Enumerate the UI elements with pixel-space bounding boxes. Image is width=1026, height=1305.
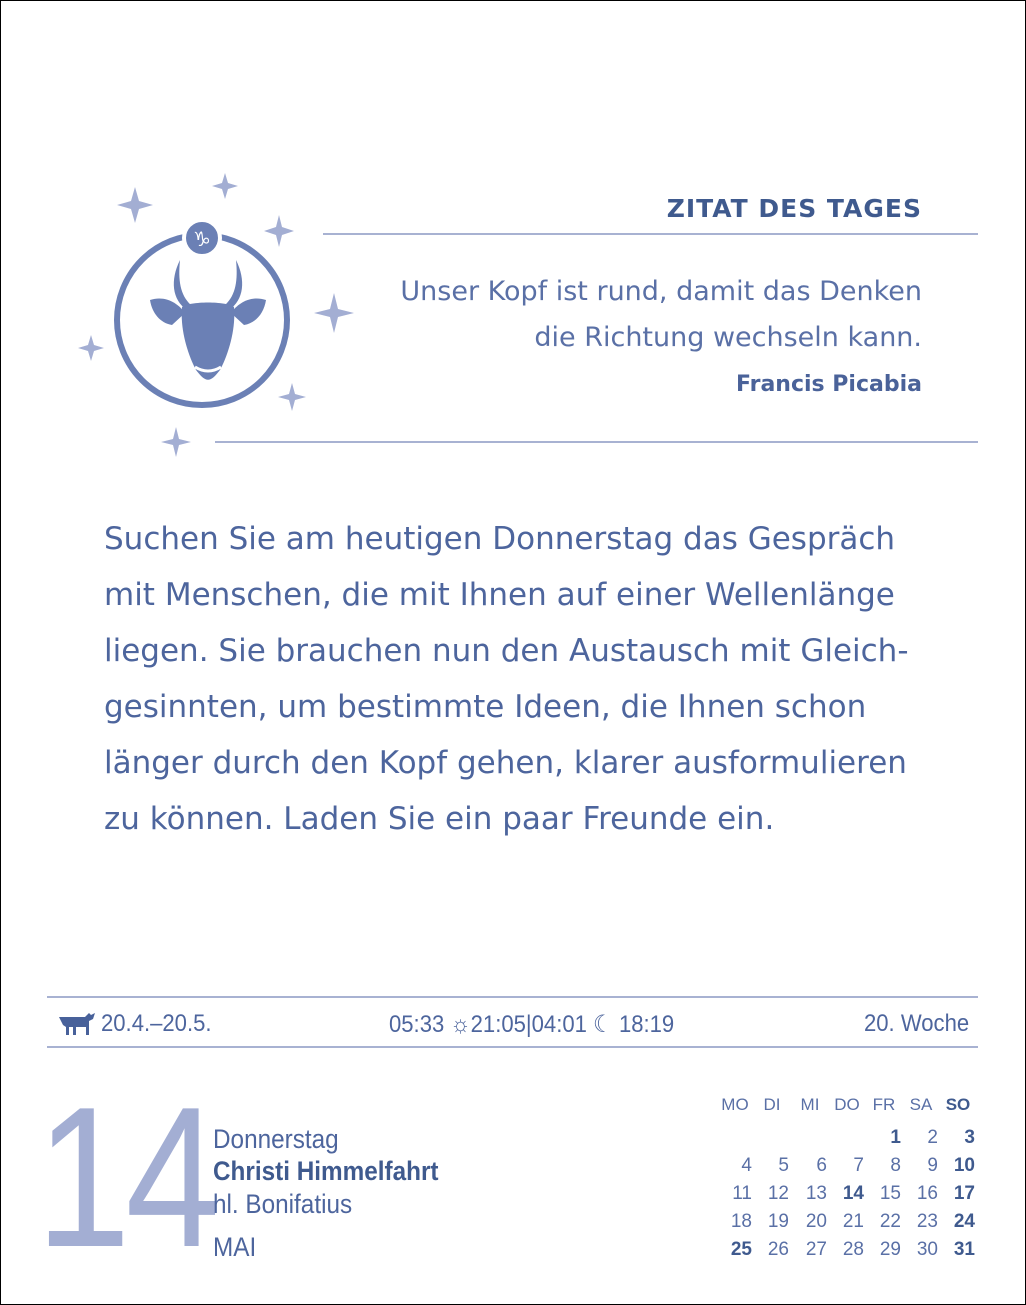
calendar-day: 19 [767, 1211, 789, 1232]
sunrise-time: 05:33 [389, 1011, 445, 1038]
weekday-header: MI [800, 1095, 820, 1114]
weekday: Donnerstag [213, 1124, 339, 1154]
holiday: Christi Himmelfahrt [213, 1156, 439, 1186]
calendar-day: 15 [879, 1183, 901, 1204]
quote-author: Francis Picabia [735, 372, 922, 397]
calendar-day: 17 [953, 1183, 975, 1204]
calendar-day: 14 [842, 1183, 864, 1204]
calendar-day: 23 [916, 1211, 938, 1232]
calendar-day: 6 [816, 1155, 827, 1176]
divider [215, 441, 978, 443]
calendar-day: 29 [879, 1239, 901, 1260]
zodiac-date-range: 20.4.–20.5. [101, 1010, 212, 1037]
calendar-day: 3 [964, 1127, 975, 1148]
weekday-header: SA [909, 1095, 933, 1114]
calendar-day: 30 [916, 1239, 938, 1260]
text-line: gesinnten, um bestimmte Ideen, die Ihnen schon [104, 689, 867, 725]
calendar-day: 13 [805, 1183, 827, 1204]
calendar-day: 16 [916, 1183, 938, 1204]
calendar-day: 22 [879, 1211, 901, 1232]
calendar-day: 27 [805, 1239, 827, 1260]
calendar-day: 11 [732, 1183, 752, 1204]
horoscope-text [104, 511, 924, 847]
calendar-day: 5 [778, 1155, 789, 1176]
text-line: liegen. Sie brauchen nun den Austausch mit Gleich- [104, 633, 909, 669]
taurus-bull-icon [57, 1011, 97, 1037]
quote-line: Unser Kopf ist rund, damit das Denken [400, 276, 922, 307]
calendar-day: 25 [730, 1239, 752, 1260]
day-number: 14 [36, 1066, 215, 1289]
svg-text:♑: ♑ [193, 227, 211, 251]
calendar-day: 31 [953, 1239, 975, 1260]
calendar-day: 20 [805, 1211, 827, 1232]
calendar-day: 28 [842, 1239, 864, 1260]
text-line: mit Menschen, die mit Ihnen auf einer Wellenlänge [104, 577, 895, 613]
calendar-day: 18 [730, 1211, 752, 1232]
quote-line: die Richtung wechseln kann. [534, 322, 922, 353]
saint-day: hl. Bonifatius [213, 1189, 353, 1219]
calendar-day: 4 [741, 1155, 752, 1176]
calendar-day: 21 [842, 1211, 864, 1232]
sunset-time: 21:05 [470, 1011, 526, 1038]
weekday-header: FR [872, 1095, 896, 1114]
week-number: 20. Woche [864, 1010, 970, 1037]
divider [323, 233, 978, 235]
moonset-time: 18:19 [618, 1011, 675, 1038]
quote-heading: ZITAT DES TAGES [666, 194, 922, 223]
weekday-header: DO [834, 1095, 860, 1114]
calendar-day: 1 [890, 1127, 901, 1148]
separator: | [525, 1011, 532, 1038]
sun-icon: ☼ [450, 1011, 471, 1038]
weekday-header: MO [721, 1095, 749, 1114]
moon-icon: ☾ [593, 1011, 613, 1038]
capricorn-goat-icon [60, 165, 370, 465]
weekday-header: SO [945, 1095, 971, 1114]
text-line: länger durch den Kopf gehen, klarer ausformulieren [104, 745, 907, 781]
month: MAI [213, 1232, 257, 1262]
text-line: zu können. Laden Sie ein paar Freunde ein. [104, 801, 775, 837]
divider [47, 1046, 978, 1048]
moonrise-time: 04:01 [531, 1011, 587, 1038]
calendar-day: 7 [853, 1155, 864, 1176]
calendar-day: 10 [953, 1155, 975, 1176]
weekday-header: DI [763, 1095, 781, 1114]
calendar-day: 12 [767, 1183, 789, 1204]
calendar-day: 9 [927, 1155, 938, 1176]
calendar-day: 2 [927, 1127, 938, 1148]
text-line: Suchen Sie am heutigen Donnerstag das Gespräch [104, 521, 896, 557]
divider [47, 996, 978, 998]
calendar-day: 8 [890, 1155, 901, 1176]
calendar-day: 24 [953, 1211, 975, 1232]
sun-moon-times [389, 1010, 674, 1039]
calendar-day: 26 [767, 1239, 789, 1260]
